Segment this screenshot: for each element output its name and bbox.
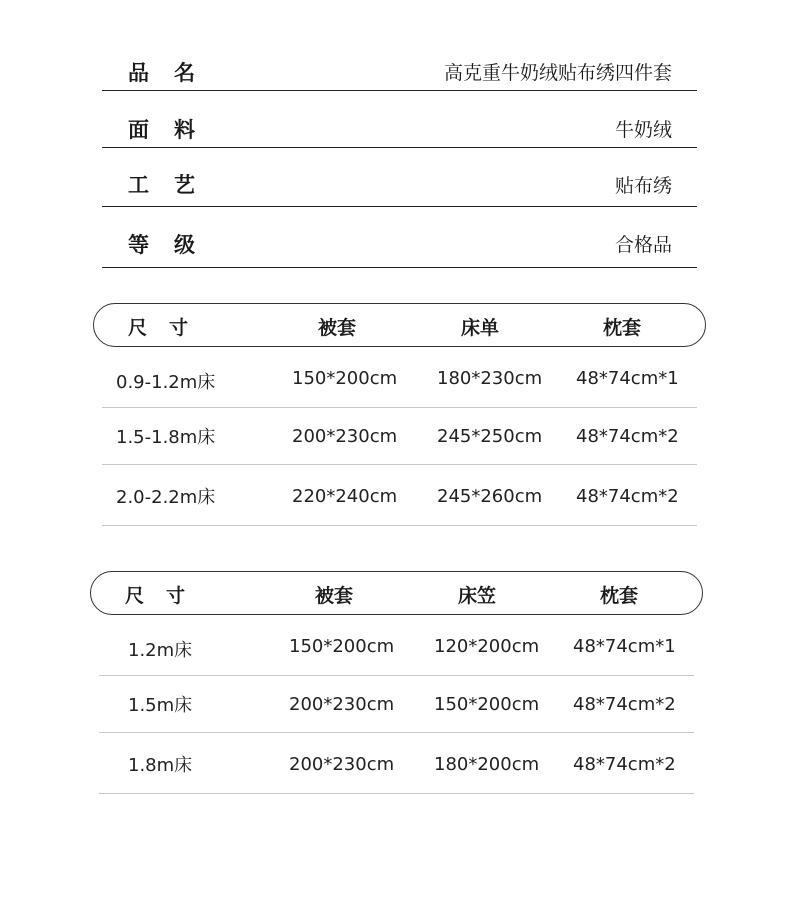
row-size: 1.5-1.8m床 <box>116 427 216 448</box>
spec-row-fabric <box>102 90 697 148</box>
row-pillowcase: 48*74cm*1 <box>576 368 679 389</box>
row-size: 1.5m床 <box>128 695 193 716</box>
spec-value-name: 高克重牛奶绒贴布绣四件套 <box>443 62 672 84</box>
table-row <box>102 464 697 526</box>
spec-value-fabric: 牛奶绒 <box>614 119 672 141</box>
header-duvet: 被套 <box>315 585 354 607</box>
header-size: 尺寸 <box>128 317 211 339</box>
row-duvet: 200*230cm <box>292 426 398 447</box>
table-row <box>99 615 694 676</box>
row-duvet: 150*200cm <box>289 636 395 657</box>
row-size: 1.2m床 <box>128 640 193 661</box>
spec-label-craft: 工艺 <box>128 173 220 197</box>
header-fitted-sheet: 床笠 <box>458 585 497 607</box>
row-sheet: 180*230cm <box>437 368 543 389</box>
row-pillowcase: 48*74cm*2 <box>576 426 679 447</box>
row-sheet: 245*250cm <box>437 426 543 447</box>
spec-label-name: 品名 <box>128 61 220 85</box>
header-sheet: 床单 <box>461 317 500 339</box>
row-pillowcase: 48*74cm*2 <box>576 486 679 507</box>
header-duvet: 被套 <box>318 317 357 339</box>
spec-row-grade <box>102 206 697 268</box>
row-fitted-sheet: 150*200cm <box>434 694 540 715</box>
row-duvet: 220*240cm <box>292 486 398 507</box>
row-duvet: 200*230cm <box>289 694 395 715</box>
table-row <box>99 732 694 794</box>
spec-row-craft <box>102 147 697 207</box>
spec-value-grade: 合格品 <box>614 234 672 256</box>
header-pillowcase: 枕套 <box>600 585 639 607</box>
row-duvet: 200*230cm <box>289 754 395 775</box>
spec-value-craft: 贴布绣 <box>614 175 672 197</box>
row-size: 0.9-1.2m床 <box>116 372 216 393</box>
row-sheet: 245*260cm <box>437 486 543 507</box>
table-row <box>102 347 697 408</box>
size-table-2-header <box>90 571 703 615</box>
spec-label-fabric: 面料 <box>128 118 220 142</box>
row-size: 2.0-2.2m床 <box>116 487 216 508</box>
header-size: 尺寸 <box>125 585 208 607</box>
header-pillowcase: 枕套 <box>603 317 642 339</box>
row-size: 1.8m床 <box>128 755 193 776</box>
row-fitted-sheet: 180*200cm <box>434 754 540 775</box>
row-duvet: 150*200cm <box>292 368 398 389</box>
size-table-1-header <box>93 303 706 347</box>
spec-row-name <box>102 48 697 91</box>
row-pillowcase: 48*74cm*2 <box>573 754 676 775</box>
row-pillowcase: 48*74cm*1 <box>573 636 676 657</box>
table-row <box>102 407 697 465</box>
row-pillowcase: 48*74cm*2 <box>573 694 676 715</box>
table-row <box>99 675 694 733</box>
spec-label-grade: 等级 <box>128 233 220 257</box>
row-fitted-sheet: 120*200cm <box>434 636 540 657</box>
